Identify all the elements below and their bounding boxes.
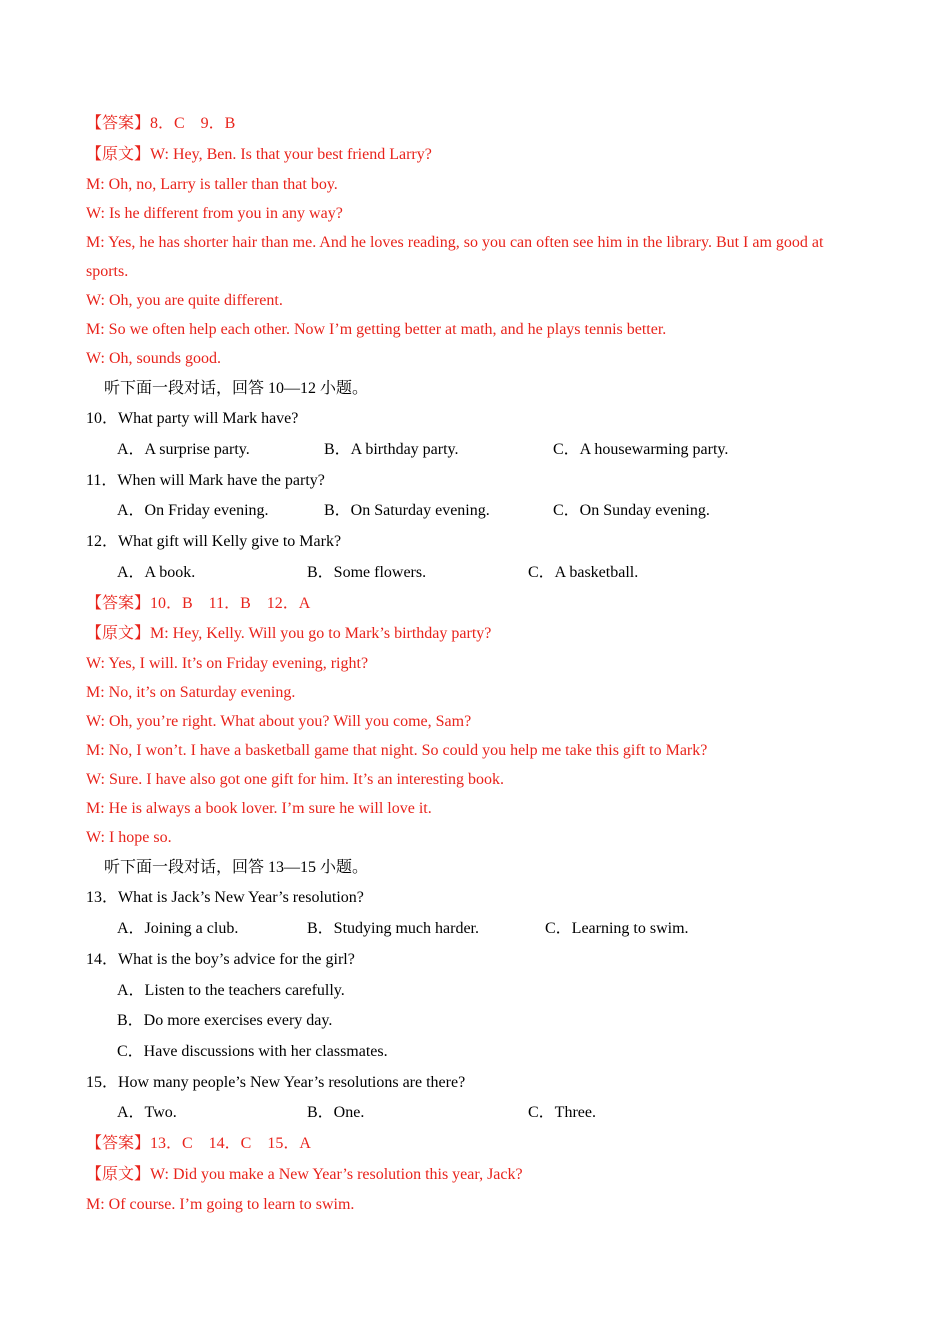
transcript-line: M: He is always a book lover. I’m sure he will love it. [86, 800, 432, 817]
option-15-b: B．One. [307, 1104, 365, 1121]
transcript-line: 【原文】W: Did you make a New Year’s resolution this year, Jack? [86, 1166, 523, 1183]
transcript-line: M: No, I won’t. I have a basketball game that night. So could you help me take this gift to Mark? [86, 742, 708, 759]
transcript-line: W: Oh, sounds good. [86, 350, 221, 367]
option-15-a: A．Two. [117, 1104, 177, 1121]
option-12-a: A．A book. [117, 564, 196, 581]
option-11-b: B．On Saturday evening. [324, 502, 490, 519]
transcript-line: W: Oh, you’re right. What about you? Will you come, Sam? [86, 713, 472, 730]
option-15-c: C．Three. [528, 1104, 596, 1121]
transcript-line: W: I hope so. [86, 829, 172, 846]
option-12-b: B．Some flowers. [307, 564, 427, 581]
section-instruction: 听下面一段对话，回答 10—12 小题。 [104, 380, 369, 397]
answer-line-13-15: 【答案】13．C 14．C 15．A [86, 1135, 311, 1152]
option-14-b: B．Do more exercises every day. [117, 1012, 333, 1029]
option-13-a: A．Joining a club. [117, 920, 239, 937]
question-11: 11．When will Mark have the party? [86, 472, 325, 489]
answer-line-10-12: 【答案】10．B 11．B 12．A [86, 595, 311, 612]
question-10: 10．What party will Mark have? [86, 410, 299, 427]
transcript-line: W: Sure. I have also got one gift for him. It’s an interesting book. [86, 771, 504, 788]
transcript-line: M: No, it’s on Saturday evening. [86, 684, 296, 701]
transcript-line: M: Oh, no, Larry is taller than that boy. [86, 176, 338, 193]
option-10-a: A．A surprise party. [117, 441, 250, 458]
question-13: 13．What is Jack’s New Year’s resolution? [86, 889, 364, 906]
answer-line-8-9: 【答案】8．C 9．B [86, 115, 236, 132]
option-13-c: C．Learning to swim. [545, 920, 689, 937]
option-13-b: B．Studying much harder. [307, 920, 479, 937]
section-instruction: 听下面一段对话，回答 13—15 小题。 [104, 859, 369, 876]
option-12-c: C．A basketball. [528, 564, 639, 581]
transcript-line: sports. [86, 263, 129, 280]
transcript-line: W: Yes, I will. It’s on Friday evening, right? [86, 655, 369, 672]
option-11-c: C．On Sunday evening. [553, 502, 710, 519]
transcript-line: 【原文】W: Hey, Ben. Is that your best friend Larry? [86, 146, 432, 163]
transcript-line: M: So we often help each other. Now I’m getting better at math, and he plays tennis better. [86, 321, 667, 338]
transcript-line: W: Oh, you are quite different. [86, 292, 283, 309]
option-11-a: A．On Friday evening. [117, 502, 269, 519]
option-10-c: C．A housewarming party. [553, 441, 729, 458]
transcript-line: M: Of course. I’m going to learn to swim. [86, 1196, 355, 1213]
question-12: 12．What gift will Kelly give to Mark? [86, 533, 342, 550]
question-15: 15．How many people’s New Year’s resolutions are there? [86, 1074, 466, 1091]
transcript-line: W: Is he different from you in any way? [86, 205, 343, 222]
transcript-line: 【原文】M: Hey, Kelly. Will you go to Mark’s birthday party? [86, 625, 492, 642]
question-14: 14．What is the boy’s advice for the girl? [86, 951, 355, 968]
option-14-a: A．Listen to the teachers carefully. [117, 982, 345, 999]
option-14-c: C．Have discussions with her classmates. [117, 1043, 388, 1060]
option-10-b: B．A birthday party. [324, 441, 459, 458]
transcript-line: M: Yes, he has shorter hair than me. And he loves reading, so you can often see him in the library. But I am good at [86, 234, 824, 251]
